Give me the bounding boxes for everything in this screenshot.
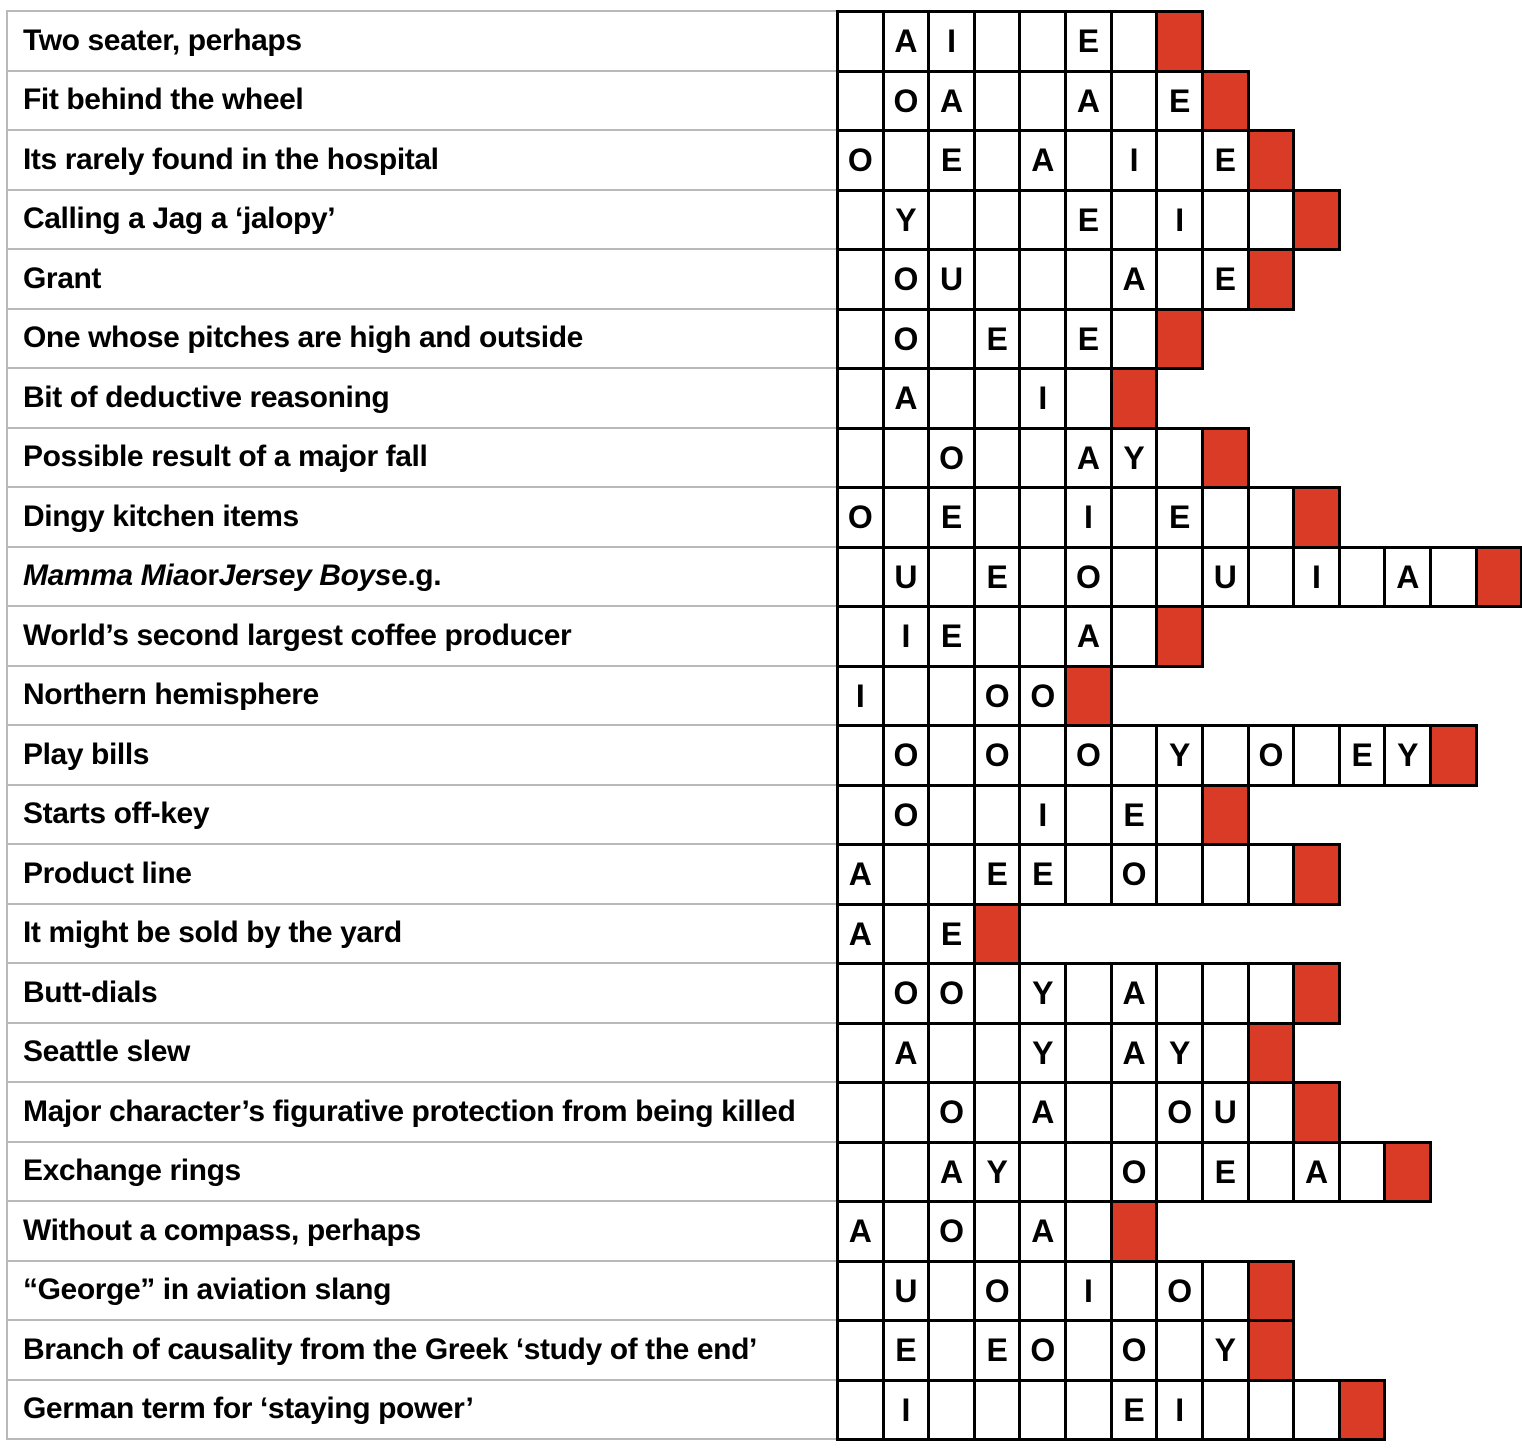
- empty-cell[interactable]: [882, 1141, 931, 1204]
- empty-cell[interactable]: [973, 1200, 1022, 1263]
- clue-text: [6, 1200, 836, 1260]
- clue-segment: Bit of deductive reasoning: [23, 380, 390, 414]
- empty-cell[interactable]: [927, 665, 976, 728]
- clue-segment: Play bills: [23, 737, 150, 771]
- empty-cell[interactable]: [836, 784, 885, 847]
- empty-cell[interactable]: [1064, 1141, 1113, 1204]
- letter-cell[interactable]: E: [1201, 248, 1250, 311]
- clue-segment: German term for ‘staying power’: [23, 1392, 474, 1426]
- clue-segment: Major character’s figurative protection from being killed: [23, 1094, 796, 1128]
- empty-cell[interactable]: [1247, 843, 1296, 906]
- letter-cell[interactable]: E: [1064, 10, 1113, 73]
- letter-cell[interactable]: A: [1064, 70, 1113, 133]
- letter-cell[interactable]: E: [1064, 308, 1113, 371]
- letter-cell[interactable]: O: [927, 1081, 976, 1144]
- letter-cell[interactable]: O: [1064, 546, 1113, 609]
- letter-cell[interactable]: A: [836, 903, 885, 966]
- empty-cell[interactable]: [1338, 1141, 1387, 1204]
- empty-cell[interactable]: [836, 962, 885, 1025]
- empty-cell[interactable]: [973, 427, 1022, 490]
- clue-text: [6, 1260, 836, 1320]
- end-marker-cell: [1292, 843, 1341, 906]
- clue-text: [6, 1081, 836, 1141]
- empty-cell[interactable]: [973, 10, 1022, 73]
- empty-cell[interactable]: [1201, 1260, 1250, 1323]
- empty-cell[interactable]: [927, 1022, 976, 1085]
- empty-cell[interactable]: [1155, 962, 1204, 1025]
- letter-cell[interactable]: O: [882, 724, 931, 787]
- clue-text: [6, 546, 836, 606]
- empty-cell[interactable]: [973, 189, 1022, 252]
- empty-cell[interactable]: [836, 1022, 885, 1085]
- letter-cell[interactable]: O: [927, 427, 976, 490]
- letter-cell[interactable]: E: [1201, 1141, 1250, 1204]
- end-marker-cell: [1155, 10, 1204, 73]
- clue-text: [6, 784, 836, 844]
- empty-cell[interactable]: [1155, 546, 1204, 609]
- letter-cell[interactable]: Y: [973, 1141, 1022, 1204]
- clue-text: [6, 248, 836, 308]
- end-marker-cell: [1475, 546, 1522, 609]
- clue-segment: Starts off-key: [23, 797, 210, 831]
- clue-text: [6, 308, 836, 368]
- empty-cell[interactable]: [1018, 189, 1067, 252]
- letter-cell[interactable]: E: [973, 1319, 1022, 1382]
- letter-cell[interactable]: I: [1292, 546, 1341, 609]
- end-marker-cell: [1383, 1141, 1432, 1204]
- clue-title-italic: Mamma Mia: [23, 559, 190, 593]
- clue-segment: Exchange rings: [23, 1154, 241, 1188]
- letter-cell[interactable]: Y: [1018, 962, 1067, 1025]
- clue-column-left-border: [6, 10, 8, 1440]
- letter-cell[interactable]: O: [882, 248, 931, 311]
- letter-cell[interactable]: A: [882, 10, 931, 73]
- empty-cell[interactable]: [836, 308, 885, 371]
- end-marker-cell: [1247, 1319, 1296, 1382]
- empty-cell[interactable]: [1247, 962, 1296, 1025]
- empty-cell[interactable]: [1064, 1319, 1113, 1382]
- letter-cell[interactable]: A: [927, 70, 976, 133]
- empty-cell[interactable]: [1155, 843, 1204, 906]
- letter-cell[interactable]: O: [1064, 724, 1113, 787]
- empty-cell[interactable]: [836, 70, 885, 133]
- empty-cell[interactable]: [1018, 248, 1067, 311]
- letter-cell[interactable]: Y: [1155, 1022, 1204, 1085]
- empty-cell[interactable]: [882, 129, 931, 192]
- empty-cell[interactable]: [882, 486, 931, 549]
- end-marker-cell: [973, 903, 1022, 966]
- clue-text: [6, 843, 836, 903]
- end-marker-cell: [1247, 248, 1296, 311]
- clue-title-italic: Jersey Boys: [218, 559, 392, 593]
- empty-cell[interactable]: [1155, 427, 1204, 490]
- empty-cell[interactable]: [1064, 1200, 1113, 1263]
- empty-cell[interactable]: [1110, 724, 1159, 787]
- empty-cell[interactable]: [836, 1141, 885, 1204]
- empty-cell[interactable]: [927, 843, 976, 906]
- end-marker-cell: [1292, 1081, 1341, 1144]
- letter-cell[interactable]: O: [1155, 1260, 1204, 1323]
- letter-cell[interactable]: U: [1201, 546, 1250, 609]
- letter-cell[interactable]: I: [1018, 367, 1067, 430]
- clue-column-bottom-border: [6, 1438, 836, 1440]
- letter-cell[interactable]: O: [927, 962, 976, 1025]
- end-marker-cell: [1201, 784, 1250, 847]
- empty-cell[interactable]: [1155, 248, 1204, 311]
- empty-cell[interactable]: [973, 367, 1022, 430]
- letter-cell[interactable]: O: [1018, 1319, 1067, 1382]
- letter-cell[interactable]: Y: [882, 189, 931, 252]
- empty-cell[interactable]: [1018, 427, 1067, 490]
- empty-cell[interactable]: [836, 1260, 885, 1323]
- letter-cell[interactable]: E: [973, 308, 1022, 371]
- clue-segment: “George” in aviation slang: [23, 1273, 392, 1307]
- empty-cell[interactable]: [1110, 486, 1159, 549]
- letter-cell[interactable]: O: [882, 784, 931, 847]
- empty-cell[interactable]: [1018, 486, 1067, 549]
- empty-cell[interactable]: [1110, 546, 1159, 609]
- empty-cell[interactable]: [973, 784, 1022, 847]
- empty-cell[interactable]: [836, 1379, 885, 1442]
- clue-segment: Seattle slew: [23, 1035, 190, 1069]
- empty-cell[interactable]: [1018, 10, 1067, 73]
- letter-cell[interactable]: Y: [1383, 724, 1432, 787]
- empty-cell[interactable]: [1292, 724, 1341, 787]
- letter-cell[interactable]: A: [882, 1022, 931, 1085]
- letter-cell[interactable]: O: [1247, 724, 1296, 787]
- empty-cell[interactable]: [1018, 546, 1067, 609]
- empty-cell[interactable]: [1018, 1260, 1067, 1323]
- clue-segment: Northern hemisphere: [23, 678, 319, 712]
- empty-cell[interactable]: [1064, 129, 1113, 192]
- empty-cell[interactable]: [1155, 1319, 1204, 1382]
- letter-cell[interactable]: A: [1292, 1141, 1341, 1204]
- clue-text: [6, 189, 836, 249]
- letter-cell[interactable]: A: [882, 367, 931, 430]
- empty-cell[interactable]: [1247, 1379, 1296, 1442]
- clue-text: [6, 1379, 836, 1439]
- empty-cell[interactable]: [927, 784, 976, 847]
- empty-cell[interactable]: [1110, 189, 1159, 252]
- empty-cell[interactable]: [973, 605, 1022, 668]
- empty-cell[interactable]: [973, 1081, 1022, 1144]
- end-marker-cell: [1247, 1022, 1296, 1085]
- empty-cell[interactable]: [973, 70, 1022, 133]
- empty-cell[interactable]: [927, 308, 976, 371]
- letter-cell[interactable]: A: [1018, 129, 1067, 192]
- empty-cell[interactable]: [1201, 962, 1250, 1025]
- letter-cell[interactable]: Y: [1110, 427, 1159, 490]
- letter-cell[interactable]: E: [1338, 724, 1387, 787]
- empty-cell[interactable]: [927, 367, 976, 430]
- empty-cell[interactable]: [1155, 129, 1204, 192]
- clue-segment: Butt-dials: [23, 975, 158, 1009]
- letter-cell[interactable]: U: [927, 248, 976, 311]
- empty-cell[interactable]: [1201, 843, 1250, 906]
- letter-cell[interactable]: O: [1018, 665, 1067, 728]
- empty-cell[interactable]: [882, 1200, 931, 1263]
- letter-cell[interactable]: A: [927, 1141, 976, 1204]
- empty-cell[interactable]: [927, 189, 976, 252]
- clue-text: [6, 367, 836, 427]
- end-marker-cell: [1247, 129, 1296, 192]
- end-marker-cell: [1429, 724, 1478, 787]
- empty-cell[interactable]: [1110, 1081, 1159, 1144]
- end-marker-cell: [1247, 1260, 1296, 1323]
- letter-cell[interactable]: Y: [1155, 724, 1204, 787]
- empty-cell[interactable]: [1247, 486, 1296, 549]
- empty-cell[interactable]: [927, 1379, 976, 1442]
- empty-cell[interactable]: [836, 724, 885, 787]
- letter-cell[interactable]: I: [1064, 486, 1113, 549]
- letter-cell[interactable]: O: [836, 129, 885, 192]
- empty-cell[interactable]: [973, 486, 1022, 549]
- end-marker-cell: [1155, 308, 1204, 371]
- letter-cell[interactable]: O: [836, 486, 885, 549]
- empty-cell[interactable]: [927, 1260, 976, 1323]
- letter-cell[interactable]: E: [1064, 189, 1113, 252]
- empty-cell[interactable]: [1155, 1141, 1204, 1204]
- clue-text: [6, 486, 836, 546]
- letter-cell[interactable]: Y: [1018, 1022, 1067, 1085]
- empty-cell[interactable]: [1110, 605, 1159, 668]
- letter-cell[interactable]: O: [1155, 1081, 1204, 1144]
- empty-cell[interactable]: [1064, 962, 1113, 1025]
- end-marker-cell: [1110, 1200, 1159, 1263]
- empty-cell[interactable]: [836, 427, 885, 490]
- letter-cell[interactable]: A: [1018, 1200, 1067, 1263]
- clue-text: [6, 1319, 836, 1379]
- letter-cell[interactable]: O: [973, 724, 1022, 787]
- empty-cell[interactable]: [1201, 486, 1250, 549]
- empty-cell[interactable]: [1064, 1022, 1113, 1085]
- empty-cell[interactable]: [973, 1022, 1022, 1085]
- empty-cell[interactable]: [1018, 308, 1067, 371]
- letter-cell[interactable]: A: [1110, 962, 1159, 1025]
- letter-cell[interactable]: O: [973, 665, 1022, 728]
- letter-cell[interactable]: U: [882, 546, 931, 609]
- letter-cell[interactable]: E: [1155, 486, 1204, 549]
- end-marker-cell: [1155, 605, 1204, 668]
- empty-cell[interactable]: [1064, 248, 1113, 311]
- end-marker-cell: [1064, 665, 1113, 728]
- empty-cell[interactable]: [1247, 546, 1296, 609]
- clue-segment: Without a compass, perhaps: [23, 1213, 421, 1247]
- end-marker-cell: [1201, 70, 1250, 133]
- empty-cell[interactable]: [882, 665, 931, 728]
- letter-cell[interactable]: E: [973, 546, 1022, 609]
- letter-cell[interactable]: I: [1064, 1260, 1113, 1323]
- empty-cell[interactable]: [882, 1081, 931, 1144]
- empty-cell[interactable]: [1064, 1379, 1113, 1442]
- clue-segment: Branch of causality from the Greek ‘study of the end’: [23, 1332, 757, 1366]
- clue-text: [6, 903, 836, 963]
- empty-cell[interactable]: [1247, 189, 1296, 252]
- letter-cell[interactable]: A: [836, 1200, 885, 1263]
- letter-cell[interactable]: I: [1155, 1379, 1204, 1442]
- letter-cell[interactable]: A: [1064, 427, 1113, 490]
- clue-text: [6, 129, 836, 189]
- letter-cell[interactable]: E: [927, 129, 976, 192]
- empty-cell[interactable]: [1018, 1379, 1067, 1442]
- clue-text: [6, 605, 836, 665]
- empty-cell[interactable]: [836, 546, 885, 609]
- letter-cell[interactable]: A: [1064, 605, 1113, 668]
- letter-cell[interactable]: E: [973, 843, 1022, 906]
- empty-cell[interactable]: [1064, 784, 1113, 847]
- empty-cell[interactable]: [836, 605, 885, 668]
- clue-text: [6, 665, 836, 725]
- empty-cell[interactable]: [882, 427, 931, 490]
- empty-cell[interactable]: [927, 546, 976, 609]
- empty-cell[interactable]: [927, 724, 976, 787]
- empty-cell[interactable]: [1201, 1379, 1250, 1442]
- letter-cell[interactable]: I: [836, 665, 885, 728]
- letter-cell[interactable]: A: [1110, 248, 1159, 311]
- letter-cell[interactable]: I: [1155, 189, 1204, 252]
- empty-cell[interactable]: [836, 367, 885, 430]
- empty-cell[interactable]: [1201, 1022, 1250, 1085]
- letter-cell[interactable]: A: [1018, 1081, 1067, 1144]
- letter-cell[interactable]: E: [1110, 784, 1159, 847]
- empty-cell[interactable]: [882, 843, 931, 906]
- empty-cell[interactable]: [836, 1319, 885, 1382]
- empty-cell[interactable]: [1201, 724, 1250, 787]
- clue-segment: Possible result of a major fall: [23, 440, 428, 474]
- end-marker-cell: [1292, 962, 1341, 1025]
- end-marker-cell: [1338, 1379, 1387, 1442]
- end-marker-cell: [1292, 486, 1341, 549]
- clue-segment: World’s second largest coffee producer: [23, 618, 572, 652]
- clue-segment: Product line: [23, 856, 192, 890]
- empty-cell[interactable]: [1110, 70, 1159, 133]
- end-marker-cell: [1201, 427, 1250, 490]
- letter-cell[interactable]: A: [1110, 1022, 1159, 1085]
- clue-segment: One whose pitches are high and outside: [23, 321, 583, 355]
- empty-cell[interactable]: [1201, 189, 1250, 252]
- empty-cell[interactable]: [973, 248, 1022, 311]
- letter-cell[interactable]: E: [1018, 843, 1067, 906]
- empty-cell[interactable]: [1064, 843, 1113, 906]
- empty-cell[interactable]: [882, 903, 931, 966]
- clue-text: [6, 724, 836, 784]
- clue-segment: Calling a Jag a ‘jalopy’: [23, 202, 336, 236]
- clue-segment: Grant: [23, 261, 102, 295]
- empty-cell[interactable]: [1064, 1081, 1113, 1144]
- letter-cell[interactable]: I: [1110, 129, 1159, 192]
- empty-cell[interactable]: [1018, 1141, 1067, 1204]
- letter-cell[interactable]: I: [882, 1379, 931, 1442]
- end-marker-cell: [1292, 189, 1341, 252]
- clue-text: [6, 427, 836, 487]
- clue-segment: Its rarely found in the hospital: [23, 142, 439, 176]
- empty-cell[interactable]: [973, 1379, 1022, 1442]
- letter-cell[interactable]: O: [882, 70, 931, 133]
- empty-cell[interactable]: [1292, 1379, 1341, 1442]
- empty-cell[interactable]: [1247, 1081, 1296, 1144]
- empty-cell[interactable]: [1110, 1260, 1159, 1323]
- empty-cell[interactable]: [1429, 546, 1478, 609]
- clue-text: [6, 962, 836, 1022]
- letter-cell[interactable]: O: [927, 1200, 976, 1263]
- empty-cell[interactable]: [1338, 546, 1387, 609]
- letter-cell[interactable]: O: [1110, 1319, 1159, 1382]
- empty-cell[interactable]: [836, 10, 885, 73]
- empty-cell[interactable]: [836, 248, 885, 311]
- letter-cell[interactable]: O: [882, 308, 931, 371]
- letter-cell[interactable]: O: [1110, 843, 1159, 906]
- letter-cell[interactable]: E: [927, 486, 976, 549]
- clue-segment: or: [189, 559, 219, 593]
- clue-text: [6, 1022, 836, 1082]
- letter-cell[interactable]: E: [927, 903, 976, 966]
- empty-cell[interactable]: [1018, 605, 1067, 668]
- clue-segment: e.g.: [391, 559, 442, 593]
- empty-cell[interactable]: [836, 189, 885, 252]
- clue-text: [6, 10, 836, 70]
- clue-segment: Two seater, perhaps: [23, 23, 302, 57]
- clue-segment: Fit behind the wheel: [23, 83, 304, 117]
- clue-segment: Dingy kitchen items: [23, 499, 299, 533]
- letter-cell[interactable]: Y: [1201, 1319, 1250, 1382]
- letter-cell[interactable]: A: [1383, 546, 1432, 609]
- letter-cell[interactable]: E: [1110, 1379, 1159, 1442]
- letter-cell[interactable]: E: [882, 1319, 931, 1382]
- empty-cell[interactable]: [973, 962, 1022, 1025]
- letter-cell[interactable]: I: [882, 605, 931, 668]
- letter-cell[interactable]: O: [973, 1260, 1022, 1323]
- empty-cell[interactable]: [1110, 10, 1159, 73]
- empty-cell[interactable]: [927, 1319, 976, 1382]
- letter-cell[interactable]: O: [882, 962, 931, 1025]
- empty-cell[interactable]: [1110, 308, 1159, 371]
- empty-cell[interactable]: [973, 129, 1022, 192]
- letter-cell[interactable]: U: [1201, 1081, 1250, 1144]
- end-marker-cell: [1110, 367, 1159, 430]
- empty-cell[interactable]: [1018, 70, 1067, 133]
- empty-cell[interactable]: [1064, 367, 1113, 430]
- letter-cell[interactable]: I: [927, 10, 976, 73]
- letter-cell[interactable]: U: [882, 1260, 931, 1323]
- letter-cell[interactable]: E: [927, 605, 976, 668]
- letter-cell[interactable]: O: [1110, 1141, 1159, 1204]
- letter-cell[interactable]: E: [1201, 129, 1250, 192]
- empty-cell[interactable]: [1155, 784, 1204, 847]
- clue-text: [6, 1141, 836, 1201]
- empty-cell[interactable]: [836, 1081, 885, 1144]
- empty-cell[interactable]: [1247, 1141, 1296, 1204]
- empty-cell[interactable]: [1018, 724, 1067, 787]
- letter-cell[interactable]: E: [1155, 70, 1204, 133]
- letter-cell[interactable]: I: [1018, 784, 1067, 847]
- clue-segment: It might be sold by the yard: [23, 916, 402, 950]
- clue-text: [6, 70, 836, 130]
- letter-cell[interactable]: A: [836, 843, 885, 906]
